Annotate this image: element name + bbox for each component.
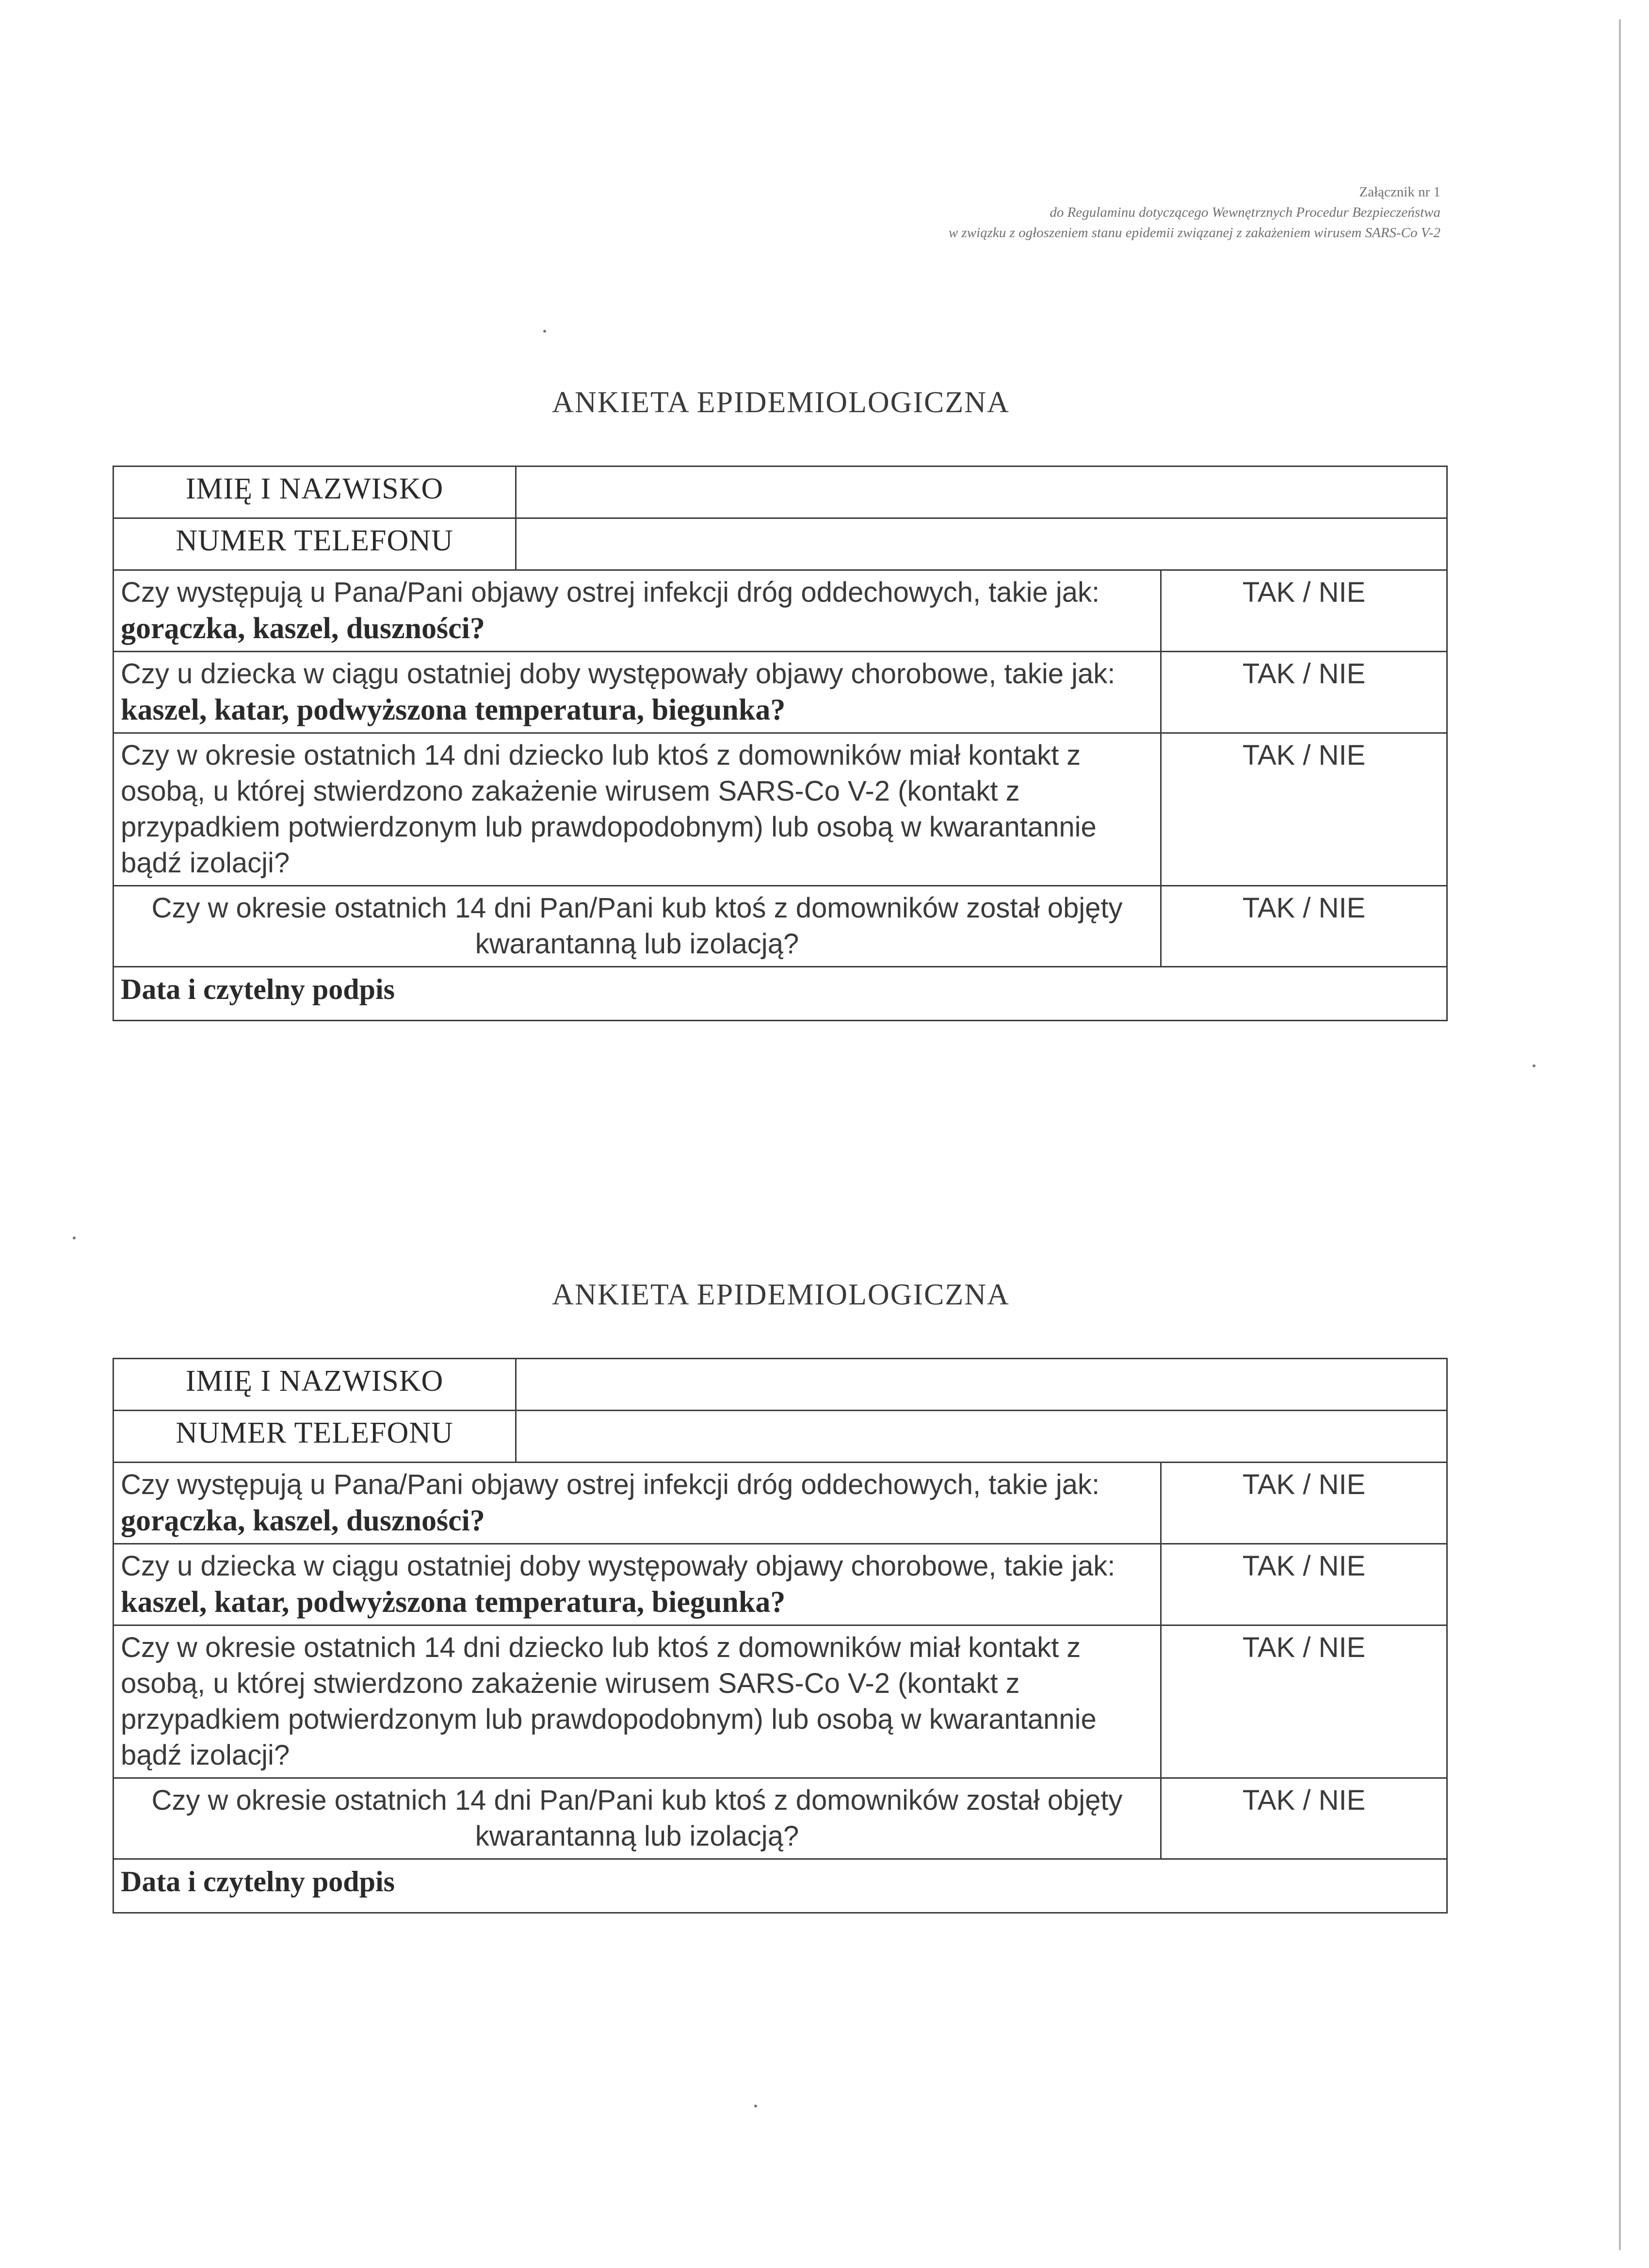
scan-speck: [543, 330, 546, 333]
question-row: [113, 1778, 1447, 1859]
scan-speck: [73, 1237, 76, 1239]
survey-form: [113, 466, 1448, 1021]
name-label: IMIĘ I NAZWISKO: [113, 1359, 516, 1411]
name-row: [113, 1359, 1447, 1411]
answer-choice[interactable]: TAK / NIE: [1161, 1463, 1447, 1544]
question-text: [113, 1625, 1161, 1778]
question-plain: Czy w okresie ostatnich 14 dni dziecko lub ktoś z domowników miał kontakt z osobą, u której stwierdzono zakażenie wirusem SARS-Co V-2 (kontakt z przypadkiem potwierdzonym lub prawdopodobnym) lub osobą w kwarantannie bądź izolacji?: [121, 740, 1097, 879]
question-row: [113, 1625, 1447, 1778]
form-title: ANKIETA EPIDEMIOLOGICZNA: [552, 1278, 1010, 1311]
question-row: [113, 886, 1447, 967]
name-field[interactable]: [516, 1359, 1447, 1411]
question-plain: Czy u dziecka w ciągu ostatniej doby występowały objawy chorobowe, takie jak:: [121, 1550, 1116, 1582]
question-plain: Czy występują u Pana/Pani objawy ostrej infekcji dróg oddechowych, takie jak:: [121, 577, 1100, 608]
name-label: IMIĘ I NAZWISKO: [113, 466, 516, 518]
answer-choice[interactable]: TAK / NIE: [1161, 652, 1447, 733]
scan-speck: [754, 2105, 757, 2107]
question-row: [113, 652, 1447, 733]
signature-field[interactable]: [113, 967, 1447, 1021]
question-text: [113, 570, 1161, 652]
question-row: [113, 733, 1447, 886]
phone-label: NUMER TELEFONU: [113, 1411, 516, 1463]
question-bold: gorączka, kaszel, duszności?: [121, 612, 485, 645]
answer-choice[interactable]: TAK / NIE: [1161, 1544, 1447, 1625]
phone-row: [113, 518, 1447, 570]
question-row: [113, 1463, 1447, 1544]
phone-row: [113, 1411, 1447, 1463]
scan-page-edge: [1619, 19, 1621, 2250]
phone-field[interactable]: [516, 518, 1447, 570]
question-plain: Czy występują u Pana/Pani objawy ostrej infekcji dróg oddechowych, takie jak:: [121, 1469, 1100, 1500]
question-bold: kaszel, katar, podwyższona temperatura, biegunka?: [121, 1586, 786, 1619]
signature-row: [113, 1859, 1447, 1913]
question-text: [113, 1544, 1161, 1625]
question-text: [113, 1778, 1161, 1859]
signature-label: Data i czytelny podpis: [121, 973, 395, 1005]
phone-field[interactable]: [516, 1411, 1447, 1463]
question-text: [113, 733, 1161, 886]
attachment-regulation: do Regulaminu dotyczącego Wewnętrznych Procedur Bezpieczeństwa: [1050, 205, 1440, 220]
question-plain: Czy w okresie ostatnich 14 dni Pan/Pani kub ktoś z domowników został objęty kwarantanną lub izolacją?: [151, 1785, 1123, 1852]
attachment-header: [616, 182, 1440, 243]
question-row: [113, 1544, 1447, 1625]
question-plain: Czy u dziecka w ciągu ostatniej doby występowały objawy chorobowe, takie jak:: [121, 658, 1116, 690]
answer-choice[interactable]: TAK / NIE: [1161, 1625, 1447, 1778]
form-title: ANKIETA EPIDEMIOLOGICZNA: [552, 386, 1010, 419]
question-row: [113, 570, 1447, 652]
answer-choice[interactable]: TAK / NIE: [1161, 886, 1447, 967]
answer-choice[interactable]: TAK / NIE: [1161, 733, 1447, 886]
signature-row: [113, 967, 1447, 1021]
survey-form: [113, 1358, 1448, 1914]
attachment-context: w związku z ogłoszeniem stanu epidemii związanej z zakażeniem wirusem SARS-Co V-2: [948, 225, 1440, 241]
attachment-number: Załącznik nr 1: [1359, 184, 1440, 200]
answer-choice[interactable]: TAK / NIE: [1161, 570, 1447, 652]
question-plain: Czy w okresie ostatnich 14 dni dziecko lub ktoś z domowników miał kontakt z osobą, u której stwierdzono zakażenie wirusem SARS-Co V-2 (kontakt z przypadkiem potwierdzonym lub prawdopodobnym) lub osobą w kwarantannie bądź izolacji?: [121, 1632, 1097, 1771]
scan-speck: [1533, 1064, 1536, 1067]
question-bold: kaszel, katar, podwyższona temperatura, biegunka?: [121, 693, 786, 726]
signature-field[interactable]: [113, 1859, 1447, 1913]
signature-label: Data i czytelny podpis: [121, 1866, 395, 1898]
phone-label: NUMER TELEFONU: [113, 518, 516, 570]
question-text: [113, 1463, 1161, 1544]
question-bold: gorączka, kaszel, duszności?: [121, 1504, 485, 1537]
question-text: [113, 652, 1161, 733]
name-row: [113, 466, 1447, 518]
question-text: [113, 886, 1161, 967]
question-plain: Czy w okresie ostatnich 14 dni Pan/Pani kub ktoś z domowników został objęty kwarantanną lub izolacją?: [151, 892, 1123, 960]
answer-choice[interactable]: TAK / NIE: [1161, 1778, 1447, 1859]
name-field[interactable]: [516, 466, 1447, 518]
